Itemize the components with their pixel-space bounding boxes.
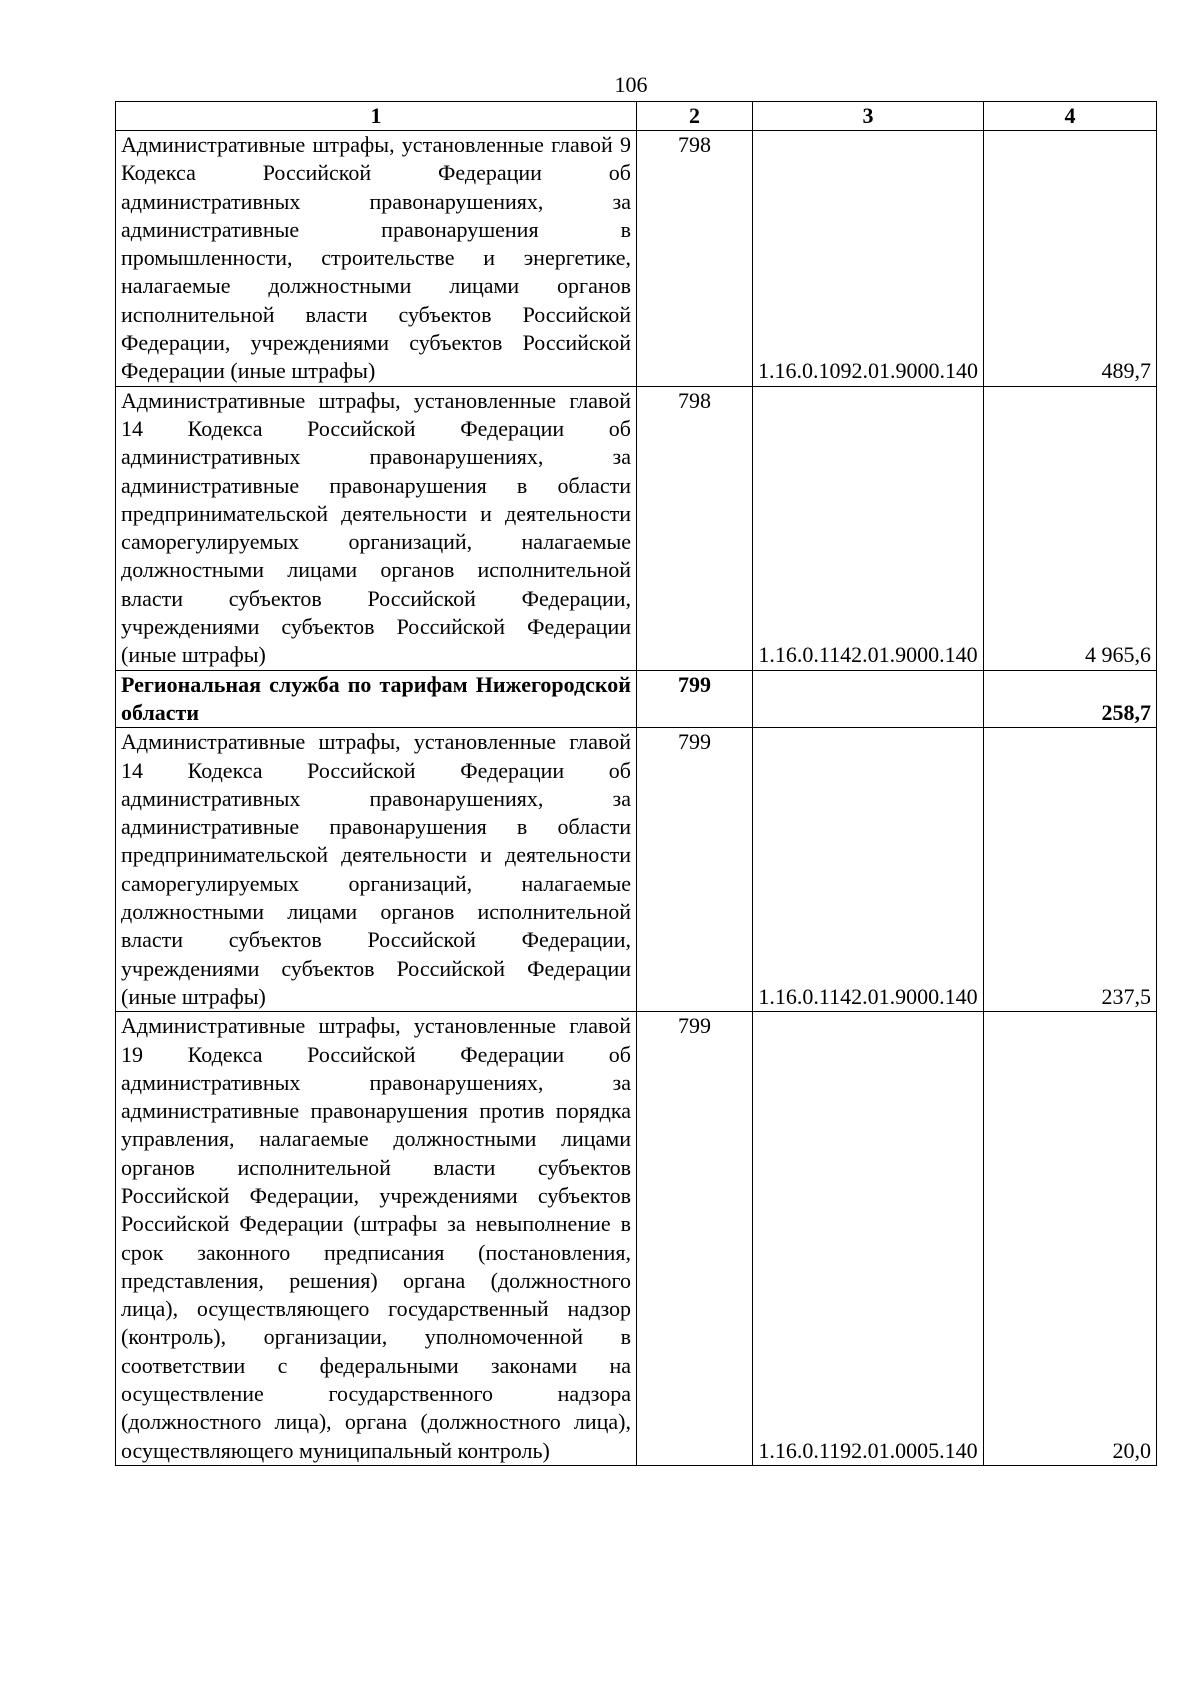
row-admin-code: 799 bbox=[637, 1012, 753, 1466]
table-group-row bbox=[116, 670, 1157, 728]
row-budget-code: 1.16.0.1192.01.0005.140 bbox=[753, 1012, 984, 1466]
row-amount: 489,7 bbox=[984, 131, 1157, 387]
row-description: Административные штрафы, установленные главой 19 Кодекса Российской Федерации об административных правонарушениях, за административные правонарушения против порядка управления, налагаемые должностными лицами органов исполнительной власти субъектов Российской Федерации, учреждениями субъектов Российской Федерации (штрафы за невыполнение в срок законного предписания (постановления, представления, решения) органа (должностного лица), осуществляющего государственный надзор (контроль), организации, уполномоченной в соответствии с федеральными законами на осуществление государственного надзора (должностного лица), органа (должностного лица), осуществляющего муниципальный контроль) bbox=[116, 1012, 637, 1466]
table-header-row bbox=[116, 102, 1157, 131]
row-amount: 237,5 bbox=[984, 728, 1157, 1012]
row-description: Административные штрафы, установленные главой 14 Кодекса Российской Федерации об административных правонарушениях, за административные правонарушения в области предпринимательской деятельности и деятельности саморегулируемых организаций, налагаемые должностными лицами органов исполнительной власти субъектов Российской Федерации, учреждениями субъектов Российской Федерации (иные штрафы) bbox=[116, 728, 637, 1012]
row-amount: 20,0 bbox=[984, 1012, 1157, 1466]
table-row bbox=[116, 386, 1157, 670]
column-header-4: 4 bbox=[984, 102, 1157, 131]
group-budget-code bbox=[753, 670, 984, 728]
group-title: Региональная служба по тарифам Нижегородской области bbox=[116, 670, 637, 728]
column-header-1: 1 bbox=[116, 102, 637, 131]
page-number: 106 bbox=[614, 72, 648, 97]
group-total-amount: 258,7 bbox=[984, 670, 1157, 728]
row-admin-code: 798 bbox=[637, 386, 753, 670]
revenue-table bbox=[115, 101, 1157, 1466]
row-budget-code: 1.16.0.1142.01.9000.140 bbox=[753, 728, 984, 1012]
row-budget-code: 1.16.0.1092.01.9000.140 bbox=[753, 131, 984, 387]
row-admin-code: 799 bbox=[637, 728, 753, 1012]
column-header-2: 2 bbox=[637, 102, 753, 131]
table-row bbox=[116, 131, 1157, 387]
row-admin-code: 798 bbox=[637, 131, 753, 387]
table-row bbox=[116, 1012, 1157, 1466]
table-row bbox=[116, 728, 1157, 1012]
row-description: Административные штрафы, установленные главой 14 Кодекса Российской Федерации об административных правонарушениях, за административные правонарушения в области предпринимательской деятельности и деятельности саморегулируемых организаций, налагаемые должностными лицами органов исполнительной власти субъектов Российской Федерации, учреждениями субъектов Российской Федерации (иные штрафы) bbox=[116, 386, 637, 670]
row-description: Административные штрафы, установленные главой 9 Кодекса Российской Федерации об административных правонарушениях, за административные правонарушения в промышленности, строительстве и энергетике, налагаемые должностными лицами органов исполнительной власти субъектов Российской Федерации, учреждениями субъектов Российской Федерации (иные штрафы) bbox=[116, 131, 637, 387]
group-admin-code: 799 bbox=[637, 670, 753, 728]
row-budget-code: 1.16.0.1142.01.9000.140 bbox=[753, 386, 984, 670]
row-amount: 4 965,6 bbox=[984, 386, 1157, 670]
column-header-3: 3 bbox=[753, 102, 984, 131]
